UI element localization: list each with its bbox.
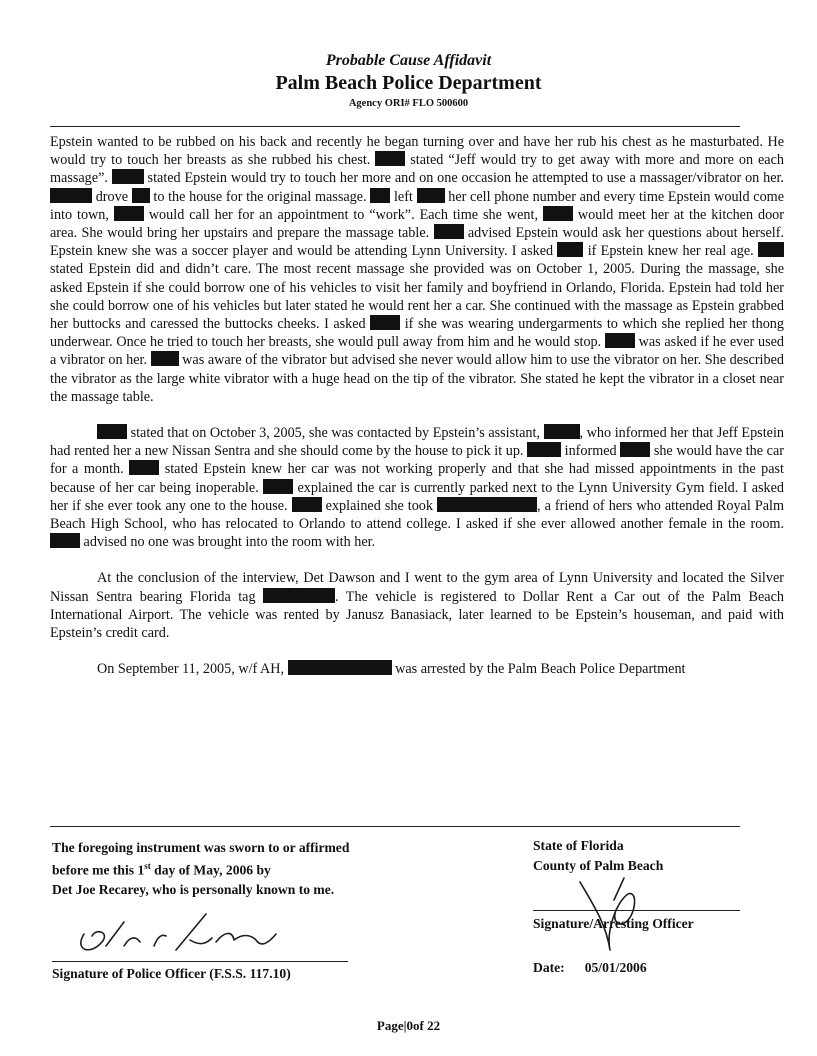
redaction bbox=[263, 479, 293, 494]
redaction bbox=[129, 460, 159, 475]
state-label: State of Florida bbox=[533, 838, 624, 853]
redaction bbox=[288, 660, 392, 675]
paragraph-3: At the conclusion of the interview, Det Dawson and I went to the gym area of Lynn University and located the Silver Nissan Sentra bearing Florida tag . The vehicle is registered to Dollar Rent a Car out of the Palm Beach International Airport. The vehicle was rented by Janusz Banasiack, later learned to be Epstein’s houseman, and paid with Epstein’s credit card. bbox=[50, 570, 784, 642]
redaction bbox=[375, 151, 405, 166]
redaction bbox=[50, 533, 80, 548]
redaction bbox=[437, 497, 537, 512]
arresting-signature-line bbox=[533, 910, 740, 911]
redaction bbox=[114, 206, 144, 221]
officer-signature-line bbox=[52, 961, 348, 962]
paragraph-4: On September 11, 2005, w/f AH, was arrested by the Palm Beach Police Department bbox=[97, 661, 686, 678]
agency-ori: Agency ORI# FLO 500600 bbox=[348, 98, 469, 109]
paragraph-2: stated that on October 3, 2005, she was contacted by Epstein’s assistant, , who informed her that Jeff Epstein had rented her a new Nissan Sentra and she should come by the house to pick it up. informed she would have the car for a month. stated Epstein knew her car was not working properly and that she had missed appointments in the past because of her car being inoperable. explained the car is currently parked next to the Lynn University Gym field. I asked her if she ever took any one to the house. explained she took , a friend of hers who attended Royal Palm Beach High School, who has relocated to Orlando to attend college. I asked if she ever allowed another female in the room. advised no one was brought into the room with her. bbox=[50, 425, 785, 551]
redaction bbox=[758, 242, 784, 257]
redaction bbox=[370, 188, 390, 203]
document-subtitle: Probable Cause Affidavit bbox=[325, 52, 492, 69]
page-number: Page|0of 22 bbox=[376, 1018, 441, 1033]
footer-divider bbox=[50, 826, 740, 827]
date-row bbox=[533, 958, 647, 977]
redaction bbox=[557, 242, 583, 257]
redaction bbox=[543, 206, 573, 221]
redaction bbox=[263, 588, 335, 603]
officer-signature bbox=[66, 906, 306, 962]
date-value: 05/01/2006 bbox=[584, 960, 647, 975]
redaction bbox=[97, 424, 127, 439]
sworn-statement: The foregoing instrument was sworn to or affirmed before me this 1st day of May, 2006 by Det Joe Recarey, who is personally known to me. bbox=[52, 840, 350, 897]
redaction bbox=[151, 351, 179, 366]
paragraph-1: Epstein wanted to be rubbed on his back and recently he began turning over and have her rub his chest as he masturbated. He would try to touch her breasts as she rubbed his chest. stated “Jeff would try to get away with more and more on each massage”. stated Epstein would try to touch her more and on one occasion he attempted to use a massager/vibrator on her. drove to the house for the original massage. left her cell phone number and every time Epstein would come into town, would call her for an appointment to “work”. Each time she went, would meet her at the kitchen door area. She would bring her upstairs and prepare the massage table. advised Epstein would ask her questions about herself. Epstein knew she was a soccer player and would be attending Lynn University. I asked if Epstein knew her real age. stated Epstein did and didn’t care. The most recent massage she provided was on October 1, 2005. During the massage, she asked Epstein if she could borrow one of his vehicles to visit her family and boyfriend in Orlando, Florida. Epstein had told her she could borrow one of his vehicles but later stated he would rent her a car. She continued with the massage as Epstein grabbed her buttocks and caressed the buttocks cheeks. I asked if she was wearing undergarments to which she replied her thong underwear. Once he tried to touch her breasts, she would pull away from him and he would stop. was asked if he ever used a vibrator on her. was aware of the vibrator but advised she never would allow him to use the vibrator on her. She described the vibrator as the large white vibrator with a huge head on the tip of the vibrator. She stated he kept the vibrator in a closet near the massage table. bbox=[50, 134, 785, 405]
arresting-signature-label: Signature/Arresting Officer bbox=[533, 916, 694, 931]
document-title: Palm Beach Police Department bbox=[275, 72, 542, 94]
redaction bbox=[544, 424, 580, 439]
redaction bbox=[132, 188, 150, 203]
officer-signature-label: Signature of Police Officer (F.S.S. 117.10) bbox=[52, 966, 291, 981]
redaction bbox=[50, 188, 92, 203]
county-label: County of Palm Beach bbox=[533, 858, 664, 873]
affidavit-body bbox=[50, 133, 784, 678]
header-divider bbox=[50, 126, 740, 127]
redaction bbox=[527, 442, 561, 457]
redaction bbox=[620, 442, 650, 457]
redaction bbox=[112, 169, 144, 184]
redaction bbox=[370, 315, 400, 330]
redaction bbox=[605, 333, 635, 348]
redaction bbox=[434, 224, 464, 239]
date-label: Date: bbox=[533, 960, 565, 975]
redaction bbox=[292, 497, 322, 512]
redaction bbox=[417, 188, 445, 203]
